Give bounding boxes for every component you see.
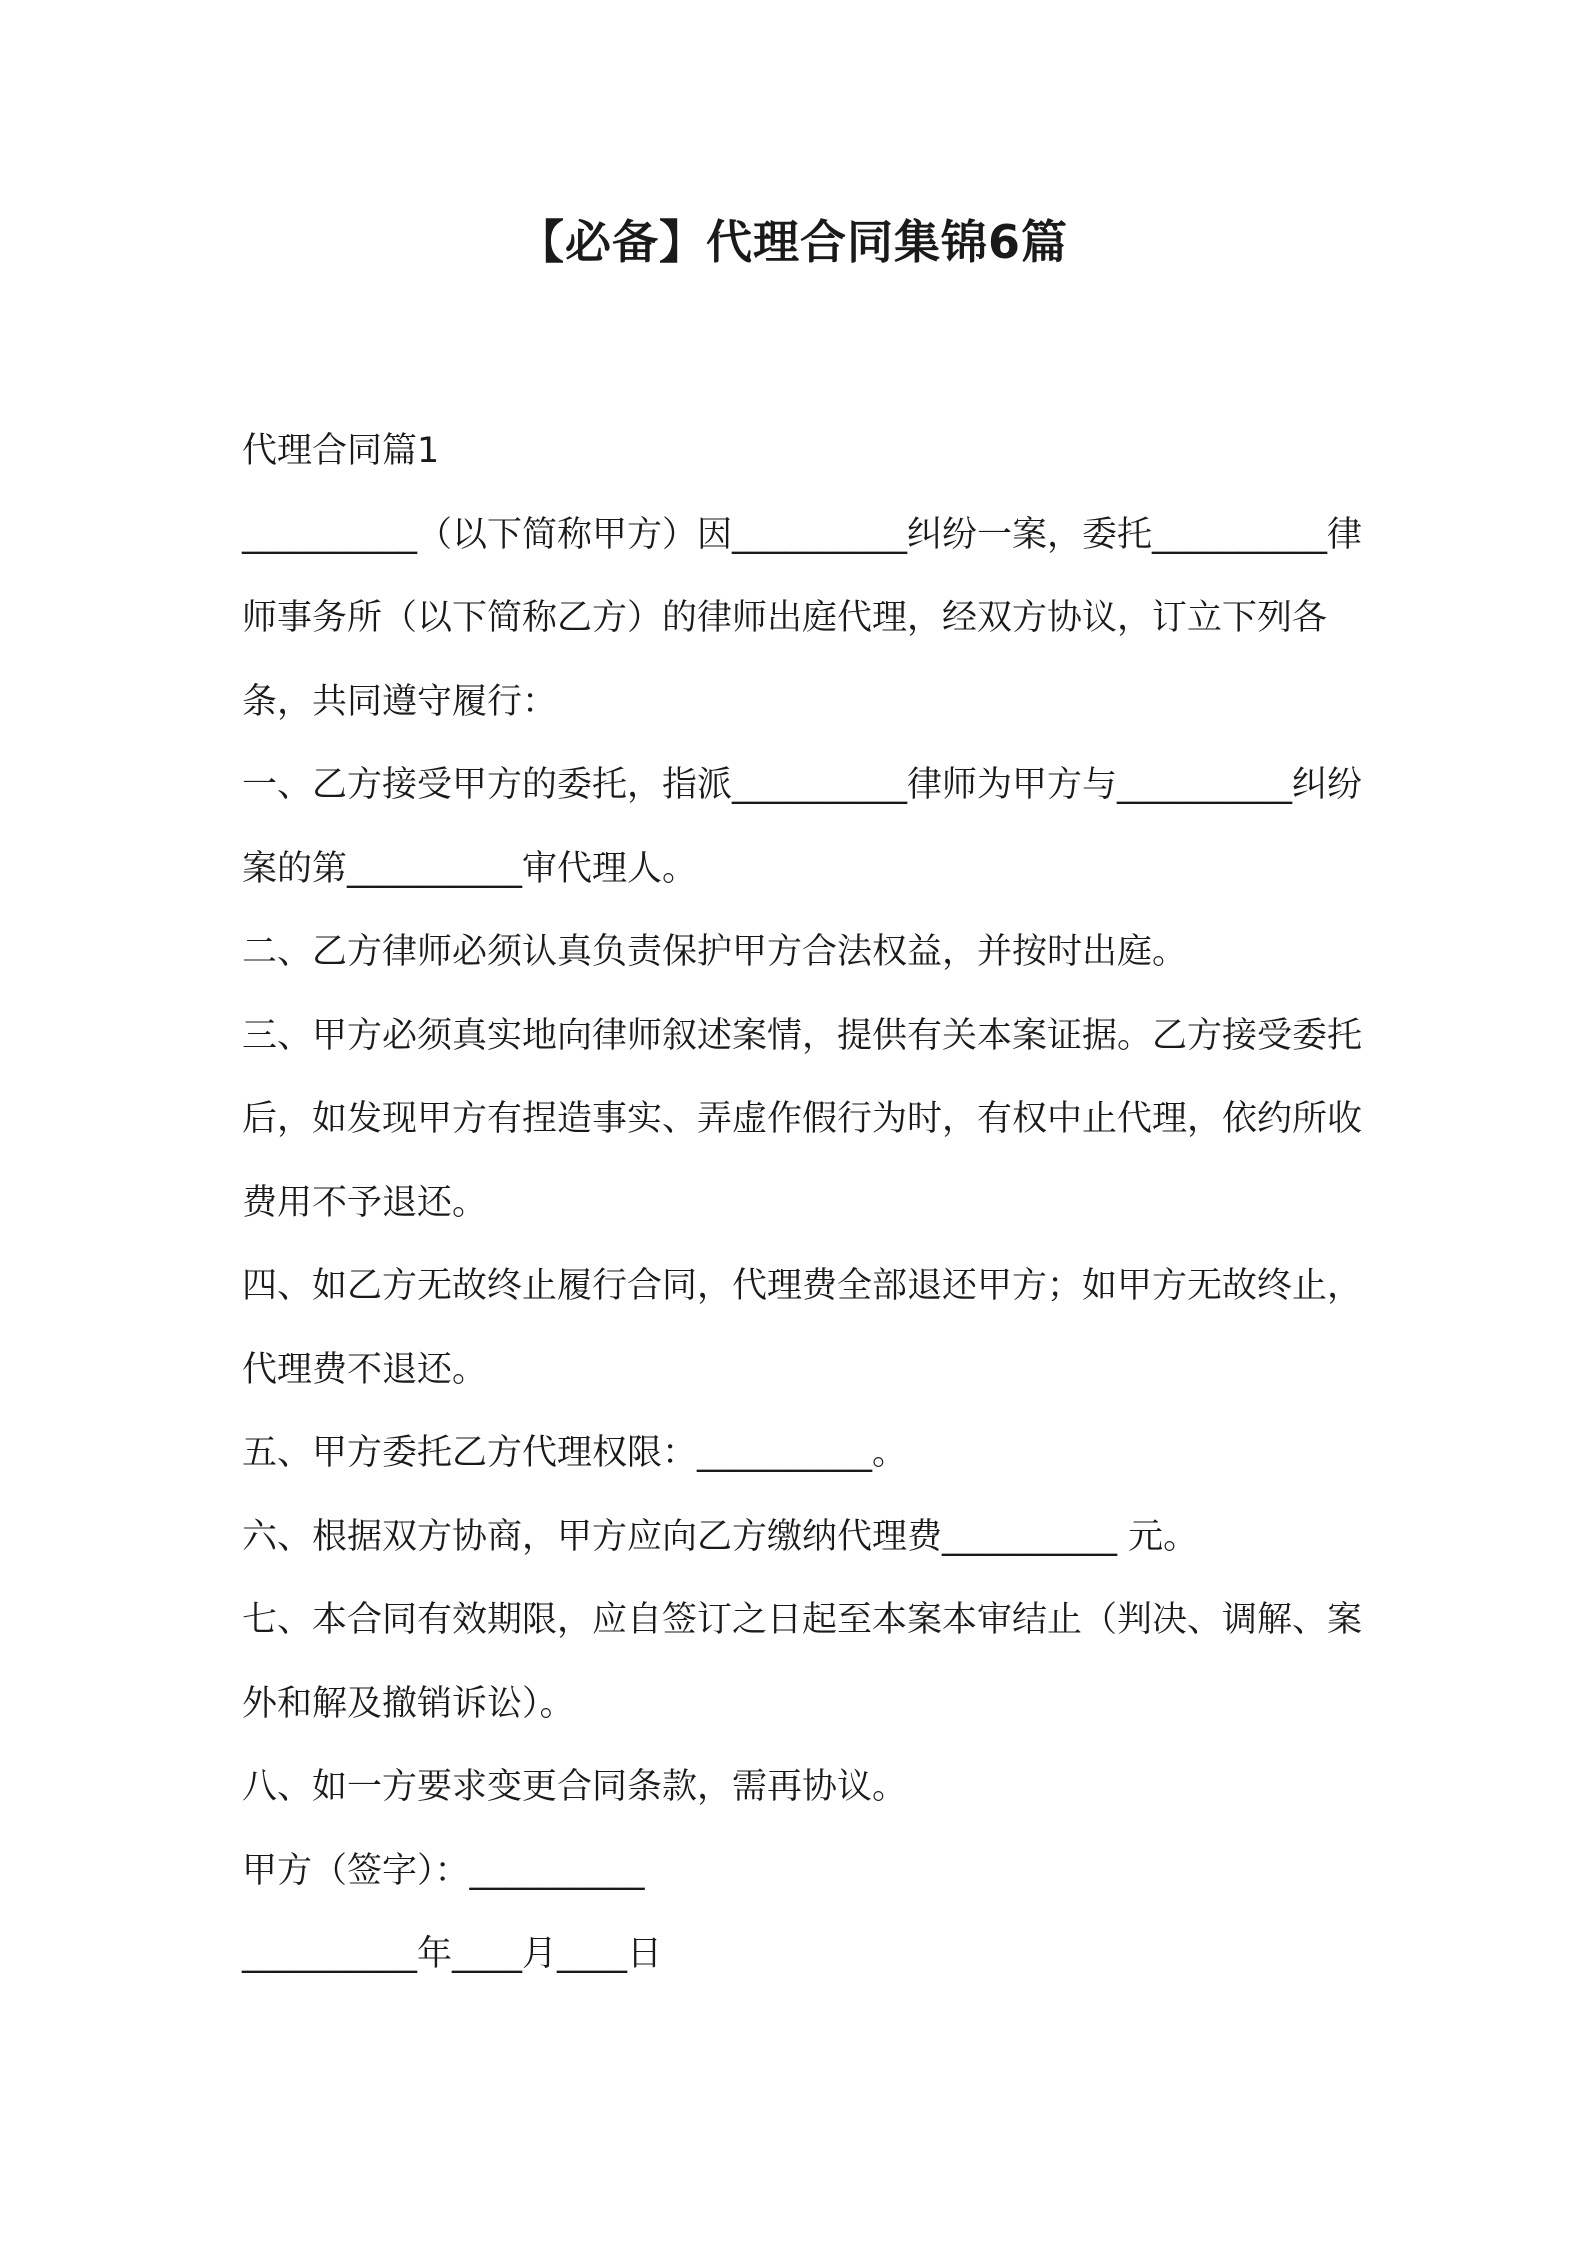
paragraph-clause-4: 四、如乙方无故终止履行合同，代理费全部退还甲方；如甲方无故终止，代理费不退还。 [242, 1266, 1363, 1390]
paragraph-clause-5: 五、甲方委托乙方代理权限：__________。 [242, 1433, 908, 1473]
signature-line: 甲方（签字）：__________ [242, 1850, 645, 1891]
date-line: __________年____月____日 [242, 1934, 663, 1974]
document-title: 【必备】代理合同集锦6篇 [517, 215, 1068, 269]
section-heading: 代理合同篇1 [242, 431, 440, 471]
paragraph-clause-2: 二、乙方律师必须认真负责保护甲方合法权益，并按时出庭。 [242, 932, 1188, 972]
paragraph-clause-1: 一、乙方接受甲方的委托，指派__________律师为甲方与__________纠纷案的第__________审代理人。 [242, 765, 1363, 889]
paragraph-clause-8: 八、如一方要求变更合同条款，需再协议。 [242, 1767, 908, 1807]
paragraph-intro: __________（以下简称甲方）因__________纠纷一案，委托__________律师事务所（以下简称乙方）的律师出庭代理，经双方协议，订立下列各条，共同遵守履行： [242, 514, 1363, 722]
document-body [242, 410, 1362, 1997]
paragraph-clause-6: 六、根据双方协商，甲方应向乙方缴纳代理费__________ 元。 [242, 1516, 1199, 1557]
paragraph-clause-3: 三、甲方必须真实地向律师叙述案情，提供有关本案证据。乙方接受委托后，如发现甲方有捏造事实、弄虚作假行为时，有权中止代理，依约所收费用不予退还。 [242, 1015, 1363, 1223]
paragraph-clause-7: 七、本合同有效期限，应自签订之日起至本案本审结止（判决、调解、案外和解及撤销诉讼）。 [242, 1600, 1363, 1724]
